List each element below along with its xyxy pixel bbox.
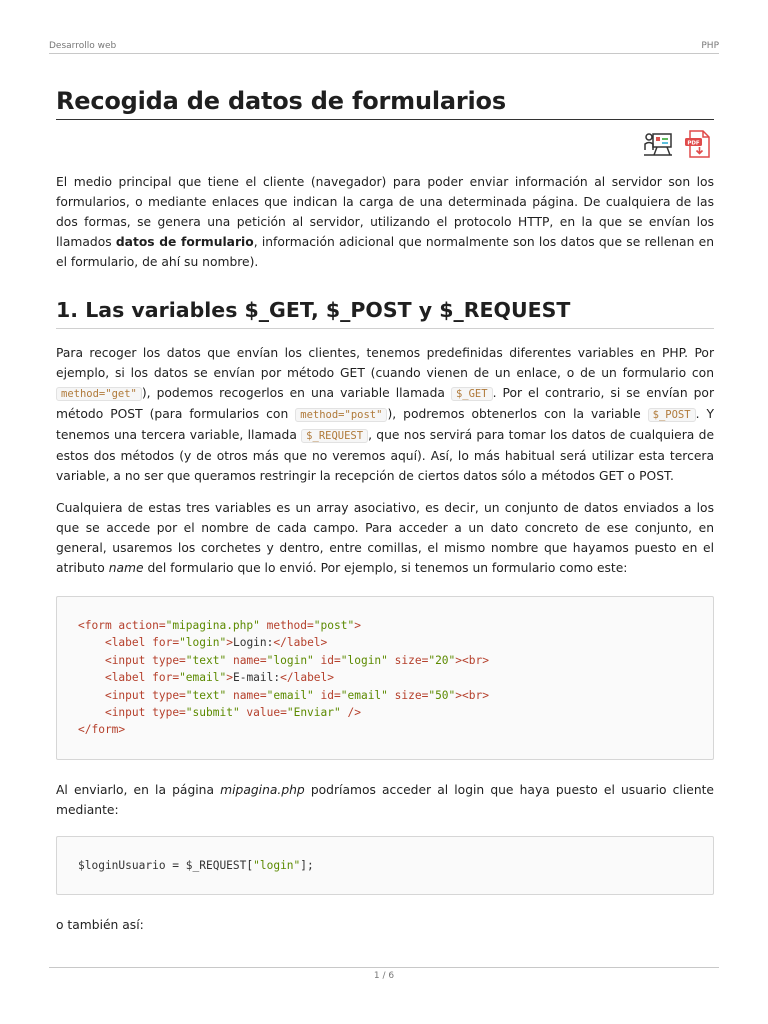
code-token [78, 689, 105, 702]
code-token: type= [152, 706, 186, 720]
code-token: $loginUsuario = $_REQUEST[ [78, 858, 254, 872]
code-token: "20" [428, 653, 456, 667]
code-token: <input [104, 688, 153, 702]
paragraph-send: Al enviarlo, en la página mipagina.php podríamos acceder al login que haya puesto el usuario cliente mediante: [56, 782, 714, 817]
code-token: "email" [179, 671, 227, 685]
code-token [78, 706, 105, 719]
code-line [78, 687, 692, 704]
code-token: E-mail: [232, 671, 281, 685]
code-token: "login" [253, 858, 301, 872]
code-token: "submit" [185, 706, 240, 720]
code-token: size= [387, 653, 429, 667]
code-token: id= [313, 653, 341, 667]
code-token: <form [78, 619, 119, 632]
bold-term: datos de formulario [115, 235, 254, 249]
code-token: action= [118, 619, 166, 632]
code-token: <input [104, 653, 153, 667]
code-token: "text" [185, 653, 227, 667]
header-course: Desarrollo web [49, 41, 117, 51]
inline-code: method="post" [295, 408, 387, 422]
code-token: Login: [232, 636, 274, 650]
code-token: /> [340, 706, 361, 720]
code-line [78, 704, 692, 721]
code-line [78, 721, 692, 738]
code-token: "50" [428, 688, 456, 702]
code-token: type= [152, 688, 186, 702]
pdf-icon[interactable] [684, 130, 714, 158]
code-line [78, 617, 692, 634]
code-token: > [226, 636, 233, 650]
code-token: <label [104, 636, 153, 650]
inline-code: method="get" [56, 387, 142, 401]
code-token: </label> [280, 671, 335, 685]
code-token: id= [313, 688, 341, 702]
code-token: value= [239, 706, 287, 720]
page-footer [49, 967, 719, 981]
code-block-form [56, 596, 714, 760]
code-token: <input [104, 706, 153, 720]
code-token: size= [387, 688, 429, 702]
code-token: "mipagina.php" [165, 619, 260, 632]
code-token: > [226, 671, 233, 685]
code-line [78, 652, 692, 669]
code-token: </label> [273, 636, 328, 650]
code-token: ><br> [455, 688, 489, 702]
code-block-request [56, 836, 714, 895]
code-token: > [354, 619, 361, 632]
code-token: "post" [313, 619, 355, 632]
code-token: </form> [78, 723, 126, 737]
code-token: "login" [340, 653, 388, 667]
code-token: "email" [340, 688, 388, 702]
svg-text:PDF: PDF [687, 140, 700, 147]
code-token: for= [152, 671, 180, 685]
code-token [78, 654, 105, 667]
inline-code: $_POST [648, 408, 696, 422]
code-token: "text" [185, 688, 227, 702]
page-number: 1 / 6 [373, 971, 395, 981]
code-token [78, 671, 105, 684]
paragraph-variables: Para recoger los datos que envían los clientes, tenemos predefinidas diferentes variables en PHP. Por ejemplo, si los datos se envían por método GET (cuando vienen de un enlace, o de un formulario con method="get" ), podemos recogerlos en una variable llamada $_GET . Por el contrario, si se envían por método POST (para formularios con method="post" ), podremos obtenerlos con la variable $_POST . Y tenemos una tercera variable, llamada $_REQUEST , que nos servirá para tomar los datos de cualquiera de estos dos métodos (y de otros más que no veremos aquí). Así, lo más habitual será utilizar esta tercera variable, a no ser que queramos restringir la recepción de ciertos datos sólo a métodos GET o POST. [56, 346, 715, 483]
code-token: method= [259, 619, 314, 632]
code-token: name= [226, 688, 267, 702]
paragraph-also: o también así: [56, 918, 144, 933]
code-token: "Enviar" [286, 706, 341, 720]
code-token: "login" [266, 653, 314, 667]
inline-code: $_GET [451, 387, 493, 401]
download-icons [56, 120, 714, 162]
presentation-icon[interactable] [643, 130, 673, 158]
code-line [78, 669, 692, 686]
code-token: "email" [266, 688, 314, 702]
intro-paragraph: El medio principal que tiene el cliente (navegador) para poder enviar información al servidor son los formularios, o mediante enlaces que indican la carga de una determinada página. De cualquiera de las dos formas, se genera una petición al servidor, utilizando el protocolo HTTP, en la que se envían los llamados datos de formulario, información adicional que normalmente son los datos que se rellenan en el formulario, de ahí su nombre). [56, 175, 714, 269]
section-heading: 1. Las variables $_GET, $_POST y $_REQUEST [56, 296, 714, 329]
page-header [49, 38, 719, 54]
code-line [78, 857, 692, 874]
code-token: ]; [300, 858, 314, 872]
code-line [78, 634, 692, 651]
code-token: <label [104, 671, 153, 685]
code-token [78, 636, 105, 649]
paragraph-arrays: Cualquiera de estas tres variables es un array asociativo, es decir, un conjunto de datos enviados a los que se accede por el nombre de cada campo. Para acceder a un dato concreto de ese conjunto, en general, usaremos los corchetes y dentro, entre comillas, el mismo nombre que hayamos puesto en el atributo name del formulario que lo envió. Por ejemplo, si tenemos un formulario como este: [56, 501, 714, 575]
header-topic: PHP [701, 41, 719, 51]
code-token: ><br> [455, 653, 489, 667]
code-token: type= [152, 653, 186, 667]
code-token: name= [226, 653, 267, 667]
inline-code: $_REQUEST [301, 429, 368, 443]
document-content [56, 84, 714, 947]
code-token: "login" [179, 636, 227, 650]
page-title: Recogida de datos de formularios [56, 84, 714, 120]
code-token: for= [152, 636, 180, 650]
